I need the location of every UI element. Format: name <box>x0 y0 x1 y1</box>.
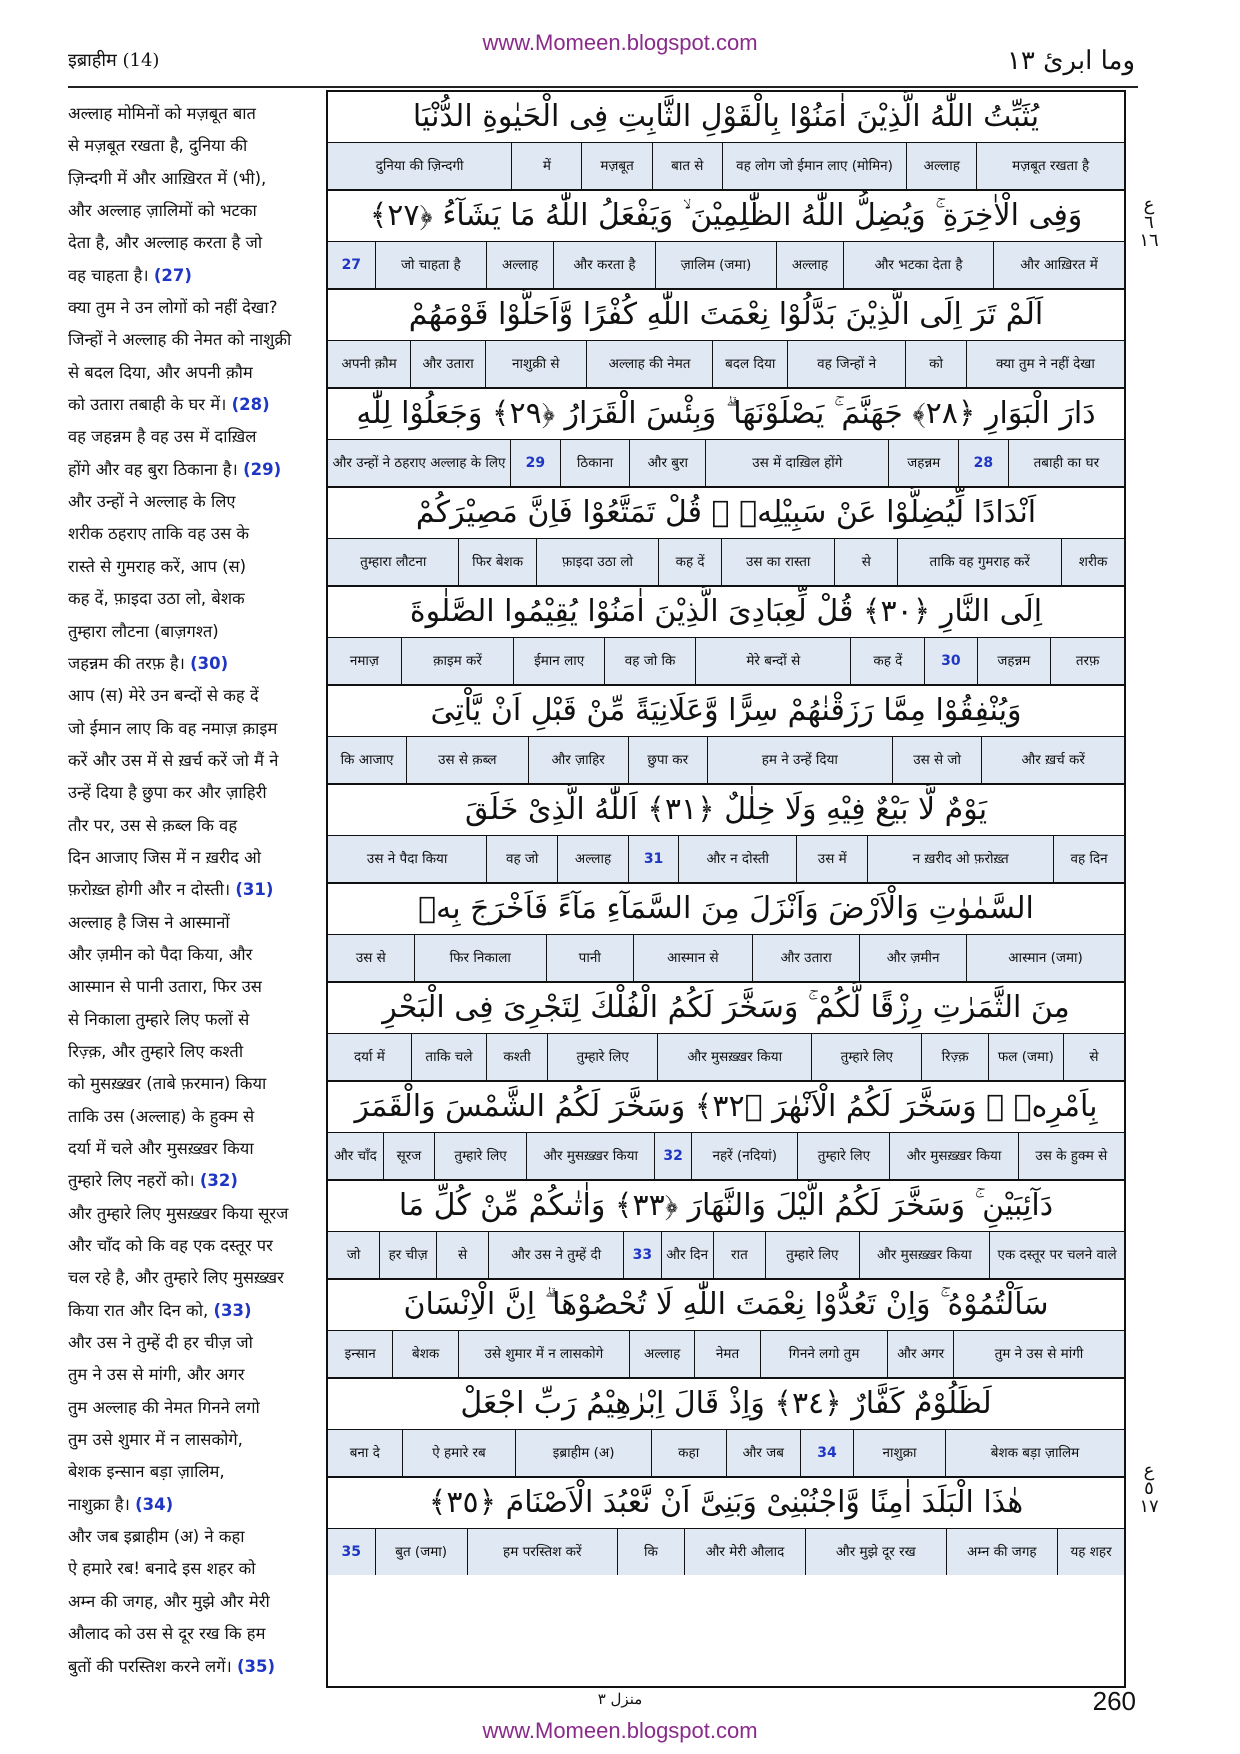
ruku-marker-text: ٥ <box>1144 1478 1154 1499</box>
translation-line: से निकाला तुम्हारे लिए फलों से <box>68 1009 250 1029</box>
page-number: 260 <box>1092 1686 1136 1716</box>
arabic-verse-line: لَظَلُوْمٌ كَفَّارٌ ﴿٣٤﴾ وَاِذْ قَالَ اِبْرٰهِيْمُ رَبِّ اجْعَلْ <box>328 1379 1124 1430</box>
word-meaning-cell: और ज़मीन <box>859 935 966 981</box>
word-meaning-cell: उस में दाख़िल होंगे <box>705 440 888 486</box>
word-meaning-cell: रात <box>713 1232 765 1278</box>
header-rule <box>68 86 1138 88</box>
word-meaning-cell: वह जिन्हों ने <box>787 341 905 387</box>
verse-block <box>328 387 1124 486</box>
word-meaning-cell: इन्सान <box>344 1345 376 1362</box>
translation-line: से बदल दिया, और अपनी क़ौम <box>68 362 253 382</box>
arabic-verse-line: يَوْمٌ لَّا بَيْعٌ فِيْهِ وَلَا خِلٰلٌ ﴿٣١﴾ اَللّٰهُ الَّذِىْ خَلَقَ <box>328 785 1124 836</box>
word-meaning-cell: तबाही का घर <box>1008 440 1124 486</box>
word-meaning-cell: मेरे बन्दों से <box>695 638 850 684</box>
verse-block <box>328 585 1124 684</box>
word-meaning-cell: हम परस्तिश करें <box>467 1529 617 1575</box>
word-meaning-cell: ऐ हमारे रब <box>402 1430 516 1476</box>
word-meaning-cell: फ़ाइदा उठा लो <box>536 539 658 585</box>
word-meaning-cell: बना दे <box>349 1444 380 1461</box>
word-meaning-row <box>328 440 1124 486</box>
translation-line: चल रहे है, और तुम्हारे लिए मुसख़्ख़र <box>68 1268 284 1288</box>
verse-number: (28) <box>231 395 270 415</box>
manzil-label: منزل ٣ <box>597 1690 643 1708</box>
word-meaning-cell: और मुझे दूर रख <box>805 1529 946 1575</box>
word-meaning-cell: कश्ती <box>486 1034 547 1080</box>
word-meaning-cell: जो <box>346 1246 361 1263</box>
word-meaning-cell: अम्न की जगह <box>946 1529 1057 1575</box>
word-meaning-row <box>328 539 1124 585</box>
translation-line: अम्न की जगह, और मुझे और मेरी <box>68 1591 270 1611</box>
word-meaning-cell: हम ने उन्हें दिया <box>707 737 892 783</box>
word-meaning-cell: बात से <box>652 143 722 189</box>
translation-line: अल्लाह मोमिनों को मज़बूत बात <box>68 104 256 123</box>
word-meaning-cell: नमाज़ <box>349 652 379 669</box>
word-meaning-cell: अल्लाह <box>906 143 976 189</box>
word-meaning-cell: वह दिन <box>1053 836 1124 882</box>
translation-line: ज़िन्दगी में और आख़िरत में (भी), <box>68 168 267 188</box>
verse-block <box>328 486 1124 585</box>
translation-line: क्या तुम ने उन लोगों को नहीं देखा? <box>68 298 278 318</box>
arabic-verse-line: بِاَمْرِهٖ ۚ وَسَخَّرَ لَكُمُ الْاَنْهٰرَ ﴿٣٢﴾ وَسَخَّرَ لَكُمُ الشَّمْسَ وَالْقَمَرَ <box>328 1082 1124 1133</box>
word-meaning-cell: अल्लाह <box>486 242 553 288</box>
translation-line: वह चाहता है। (27) <box>68 265 192 285</box>
word-meaning-cell: में <box>511 143 581 189</box>
ruku-marker-text: ٦ <box>1144 212 1154 233</box>
arabic-verse-line: اِلَى النَّارِ ﴿٣٠﴾ قُلْ لِّعِبَادِىَ الَّذِيْنَ اٰمَنُوْا يُقِيْمُوا الصَّلٰوةَ <box>328 587 1124 638</box>
word-meaning-row <box>328 1430 1124 1476</box>
translation-line: दर्या में चले और मुसख़्ख़र किया <box>68 1139 254 1158</box>
arabic-verse-line: السَّمٰوٰتِ وَالْاَرْضَ وَاَنْزَلَ مِنَ السَّمَآءِ مَآءً فَاَخْرَجَ بِهٖ <box>328 884 1124 935</box>
word-meaning-cell: और चाँद <box>333 1147 377 1164</box>
arabic-verse-line: سَاَلْتُمُوْهُ ۚ وَاِنْ تَعُدُّوْا نِعْمَتَ اللّٰهِ لَا تُحْصُوْهَا ۗ اِنَّ الْاِنْسَانَ <box>328 1280 1124 1331</box>
word-meaning-cell: तुम्हारे लिए <box>811 1034 921 1080</box>
word-meaning-cell: तुम्हारे लिए <box>547 1034 657 1080</box>
translation-column <box>68 98 318 1686</box>
word-meaning-cell: छुपा कर <box>628 737 707 783</box>
word-meaning-cell: उस से जो <box>892 737 982 783</box>
verse-number-cell: 27 <box>341 256 362 273</box>
translation-line: रिज़्क़, और तुम्हारे लिए कश्ती <box>68 1041 244 1061</box>
site-url-top[interactable]: www.Momeen.blogspot.com <box>482 30 758 55</box>
word-meaning-cell: से <box>1063 1034 1124 1080</box>
word-meaning-cell: कहा <box>651 1430 726 1476</box>
word-meaning-cell: दुनिया की ज़िन्दगी <box>375 157 464 174</box>
verse-number: (32) <box>199 1171 238 1191</box>
word-meaning-cell: नहरें (नदियां) <box>691 1133 797 1179</box>
arabic-verse-line: هٰذَا الْبَلَدَ اٰمِنًا وَّاجْنُبْنِىْ وَبَنِىَّ اَنْ نَّعْبُدَ الْاَصْنَامَ ﴿٣٥﴾ <box>328 1478 1124 1529</box>
word-meaning-row <box>328 935 1124 981</box>
verse-number-cell: 35 <box>341 1543 362 1560</box>
word-meaning-cell: ईमान लाए <box>513 638 604 684</box>
translation-line: ताकि उस (अल्लाह) के हुक्म से <box>68 1106 255 1126</box>
translation-line: फ़रोख़्त होगी और न दोस्ती। (31) <box>68 880 274 900</box>
verse-number-cell: 28 <box>958 440 1008 486</box>
word-meaning-cell: से <box>436 1232 488 1278</box>
word-meaning-cell: बुत (जमा) <box>375 1529 467 1575</box>
word-meaning-row <box>328 1529 1124 1575</box>
translation-line: बुतों की परस्तिश करने लगें। (35) <box>68 1656 276 1676</box>
verse-block <box>328 1476 1124 1575</box>
word-meaning-cell: दर्या में <box>354 1048 385 1065</box>
word-meaning-cell: जहन्नम <box>888 440 958 486</box>
translation-line: जिन्हों ने अल्लाह की नेमत को नाशुक्री <box>68 330 292 350</box>
translation-line: ऐ हमारे रब! बनादे इस शहर को <box>68 1559 256 1579</box>
word-meaning-cell: उस ने पैदा किया <box>366 850 448 867</box>
verse-number-cell: 34 <box>800 1430 853 1476</box>
arabic-verse-line: اَنْدَادًا لِّيُضِلُّوْا عَنْ سَبِيْلِهٖ ۗ قُلْ تَمَتَّعُوْا فَاِنَّ مَصِيْرَكُمْ <box>328 488 1124 539</box>
verse-number-cell: 29 <box>510 440 560 486</box>
verse-number-cell: 33 <box>623 1232 660 1278</box>
word-meaning-cell: और मेरी औलाद <box>684 1529 805 1575</box>
verse-grid <box>326 90 1126 1688</box>
translation-line: और उन्हों ने अल्लाह के लिए <box>68 492 236 512</box>
translation-line: दिन आजाए जिस में न ख़रीद ओ <box>68 847 262 867</box>
word-meaning-cell: उस का रास्ता <box>721 539 834 585</box>
word-meaning-cell: वह जो <box>486 836 557 882</box>
word-meaning-cell: और भटका देता है <box>843 242 993 288</box>
word-meaning-cell: कि <box>617 1529 684 1575</box>
word-meaning-row <box>328 638 1124 684</box>
word-meaning-cell: और उतारा <box>410 341 485 387</box>
word-meaning-cell: कह दें <box>658 539 721 585</box>
word-meaning-row <box>328 737 1124 783</box>
translation-line: होंगे और वह बुरा ठिकाना है। (29) <box>68 459 282 479</box>
verse-block <box>328 90 1124 189</box>
arabic-verse-line: وَفِى الْاٰخِرَةِ ۚ وَيُضِلُّ اللّٰهُ الظّٰلِمِيْنَ ۙ وَيَفْعَلُ اللّٰهُ مَا يَشَآءُ ﴿٢٧﴾ <box>328 191 1124 242</box>
translation-line: से मज़बूत रखता है, दुनिया की <box>68 136 248 156</box>
word-meaning-row <box>328 1034 1124 1080</box>
translation-line: तौर पर, उस से क़ब्ल कि वह <box>68 815 238 835</box>
word-meaning-cell: ताकि चले <box>411 1034 486 1080</box>
word-meaning-cell: शरीक <box>1061 539 1124 585</box>
translation-line: औलाद को उस से दूर रख कि हम <box>68 1624 266 1644</box>
word-meaning-cell: और दिन <box>661 1232 713 1278</box>
translation-line: वह जहन्नम है वह उस में दाख़िल <box>68 427 257 447</box>
word-meaning-cell: कह दें <box>850 638 924 684</box>
word-meaning-cell: ताकि वह गुमराह करें <box>897 539 1061 585</box>
word-meaning-cell: अल्लाह <box>776 242 843 288</box>
word-meaning-cell: और अगर <box>887 1331 952 1377</box>
translation-line: देता है, और अल्लाह करता है जो <box>68 233 263 253</box>
verse-block <box>328 981 1124 1080</box>
word-meaning-cell: से <box>834 539 897 585</box>
verse-number-cell: 31 <box>628 836 678 882</box>
word-meaning-cell: एक दस्तूर पर चलने वाले <box>989 1232 1124 1278</box>
word-meaning-cell: बदल दिया <box>712 341 787 387</box>
juz-name: وما ابرئ ١٣ <box>1006 46 1135 76</box>
word-meaning-cell: फिर निकाला <box>414 935 546 981</box>
arabic-verse-line: دَآئِبَيْنِ ۚ وَسَخَّرَ لَكُمُ الَّيْلَ وَالنَّهَارَ ﴿٣٣﴾ وَاٰتٰىكُمْ مِّنْ كُلِّ مَا <box>328 1181 1124 1232</box>
translation-line: आप (स) मेरे उन बन्दों से कह दें <box>68 686 259 706</box>
word-meaning-cell: ज़ालिम (जमा) <box>655 242 776 288</box>
translation-line: रास्ते से गुमराह करें, आप (स) <box>68 556 247 576</box>
arabic-verse-line: دَارَ الْبَوَارِ ﴿٢٨﴾ جَهَنَّمَ ۚ يَصْلَوْنَهَا ۗ وَبِئْسَ الْقَرَارُ ﴿٢٩﴾ وَجَعَلُوْا لِلّٰهِ <box>328 389 1124 440</box>
ruku-marker-text: ١٦ <box>1139 230 1159 251</box>
translation-line: और उस ने तुम्हें दी हर चीज़ जो <box>68 1333 253 1353</box>
verse-number: (27) <box>153 265 192 285</box>
word-meaning-cell: मज़बूत रखता है <box>976 143 1124 189</box>
word-meaning-cell: पानी <box>546 935 633 981</box>
translation-line: को मुसख़्ख़र (ताबे फ़रमान) किया <box>68 1074 267 1094</box>
ruku-marker-text: ع <box>1143 1460 1155 1481</box>
word-meaning-cell: और मुसख़्ख़र किया <box>657 1034 811 1080</box>
translation-line: आस्मान से पानी उतारा, फिर उस <box>68 977 262 997</box>
word-meaning-cell: यह शहर <box>1057 1529 1124 1575</box>
arabic-verse-line: يُثَبِّتُ اللّٰهُ الَّذِيْنَ اٰمَنُوْا بِالْقَوْلِ الثَّابِتِ فِى الْحَيٰوةِ الدُّنْيَا <box>328 92 1124 143</box>
verse-number: (33) <box>213 1300 252 1320</box>
verse-number-cell: 32 <box>654 1133 691 1179</box>
word-meaning-cell: फिर बेशक <box>458 539 535 585</box>
word-meaning-cell: और करता है <box>553 242 655 288</box>
word-meaning-cell: और ख़र्च करें <box>981 737 1124 783</box>
verse-block <box>328 1080 1124 1179</box>
translation-line: करें और उस में से ख़र्च करें जो मैं ने <box>68 750 279 770</box>
translation-line: और जब इब्राहीम (अ) ने कहा <box>68 1527 245 1547</box>
verse-block <box>328 288 1124 387</box>
word-meaning-cell: कि आजाए <box>340 751 394 768</box>
word-meaning-cell: रिज़्क़ <box>921 1034 987 1080</box>
translation-line: कह दें, फ़ाइदा उठा लो, बेशक <box>68 589 245 609</box>
word-meaning-cell: नाशुक्रा <box>853 1430 945 1476</box>
verse-block <box>328 189 1124 288</box>
word-meaning-cell: तुम्हारा लौटना <box>360 553 427 570</box>
ruku-marker <box>1136 196 1162 250</box>
verse-number: (35) <box>237 1656 276 1676</box>
word-meaning-cell: और जब <box>726 1430 801 1476</box>
word-meaning-cell: और मुसख़्ख़र किया <box>526 1133 654 1179</box>
word-meaning-cell: सूरज <box>383 1133 434 1179</box>
word-meaning-cell: उस में <box>796 836 867 882</box>
word-meaning-cell: तुम्हारे लिए <box>434 1133 526 1179</box>
word-meaning-cell: अपनी क़ौम <box>341 355 397 372</box>
word-meaning-cell: बेशक <box>392 1331 457 1377</box>
translation-line: उन्हें दिया है छुपा कर और ज़ाहिरी <box>68 783 267 803</box>
arabic-verse-line: اَلَمْ تَرَ اِلَى الَّذِيْنَ بَدَّلُوْا نِعْمَتَ اللّٰهِ كُفْرًا وَّاَحَلُّوْا قَوْمَهُمْ <box>328 290 1124 341</box>
verse-block <box>328 882 1124 981</box>
verse-number-cell: 30 <box>924 638 976 684</box>
word-meaning-row <box>328 836 1124 882</box>
translation-line: तुम ने उस से मांगी, और अगर <box>68 1365 245 1385</box>
word-meaning-cell: वह जो कि <box>604 638 695 684</box>
word-meaning-cell: और मुसख़्ख़र किया <box>889 1133 1017 1179</box>
verse-number: (30) <box>190 653 229 673</box>
word-meaning-cell: और उतारा <box>752 935 859 981</box>
word-meaning-cell: इब्राहीम (अ) <box>515 1430 651 1476</box>
word-meaning-cell: न ख़रीद ओ फ़रोख़्त <box>867 836 1053 882</box>
word-meaning-cell: और उस ने तुम्हें दी <box>488 1232 623 1278</box>
word-meaning-cell: वह लोग जो ईमान लाए (मोमिन) <box>722 143 906 189</box>
verse-block <box>328 1377 1124 1476</box>
word-meaning-cell: जहन्नम <box>977 638 1051 684</box>
ruku-marker <box>1136 1462 1162 1516</box>
word-meaning-cell: को <box>905 341 966 387</box>
word-meaning-cell: आस्मान (जमा) <box>966 935 1124 981</box>
verse-block <box>328 783 1124 882</box>
word-meaning-cell: उस के हुक्म से <box>1018 1133 1124 1179</box>
word-meaning-cell: क्या तुम ने नहीं देखा <box>966 341 1124 387</box>
translation-line: तुम अल्लाह की नेमत गिनने लगो <box>68 1397 260 1417</box>
translation-line: नाशुक्रा है। (34) <box>68 1494 174 1514</box>
verse-block <box>328 1278 1124 1377</box>
word-meaning-cell: और मुसख़्ख़र किया <box>859 1232 989 1278</box>
translation-line: और चाँद को कि वह एक दस्तूर पर <box>68 1236 273 1256</box>
verse-block <box>328 684 1124 783</box>
word-meaning-cell: क़ाइम करें <box>401 638 513 684</box>
word-meaning-cell: तरफ़ <box>1050 638 1124 684</box>
arabic-verse-line: وَيُنْفِقُوْا مِمَّا رَزَقْنٰهُمْ سِرًّا وَّعَلَانِيَةً مِّنْ قَبْلِ اَنْ يَّاْتِىَ <box>328 686 1124 737</box>
word-meaning-cell: और आख़िरत में <box>993 242 1124 288</box>
word-meaning-cell: अल्लाह की नेमत <box>586 341 713 387</box>
word-meaning-row <box>328 1133 1124 1179</box>
translation-line: अल्लाह है जिस ने आस्मानों <box>68 912 230 932</box>
word-meaning-cell: आस्मान से <box>633 935 753 981</box>
verse-number: (34) <box>135 1494 174 1514</box>
ruku-marker-text: ١٧ <box>1139 1496 1159 1517</box>
verse-number: (29) <box>243 459 282 479</box>
site-url-bottom[interactable]: www.Momeen.blogspot.com <box>482 1718 758 1743</box>
word-meaning-cell: अल्लाह <box>629 1331 694 1377</box>
word-meaning-cell: और न दोस्ती <box>678 836 796 882</box>
translation-line: को उतारा तबाही के घर में। (28) <box>68 395 270 415</box>
translation-line: किया रात और दिन को, (33) <box>68 1300 252 1320</box>
word-meaning-cell: और ज़ाहिर <box>528 737 628 783</box>
word-meaning-cell: उस से <box>355 949 386 966</box>
word-meaning-row <box>328 242 1124 288</box>
translation-line: बेशक इन्सान बड़ा ज़ालिम, <box>68 1462 225 1482</box>
word-meaning-cell: बेशक बड़ा ज़ालिम <box>945 1430 1124 1476</box>
word-meaning-cell: और उन्हों ने ठहराए अल्लाह के लिए <box>332 454 506 471</box>
word-meaning-cell: नाशुक्री से <box>485 341 586 387</box>
verse-block <box>328 1179 1124 1278</box>
arabic-verse-line: مِنَ الثَّمَرٰتِ رِزْقًا لَّكُمْ ۚ وَسَخَّرَ لَكُمُ الْفُلْكَ لِتَجْرِىَ فِى الْبَحْرِ <box>328 983 1124 1034</box>
word-meaning-cell: तुम्हारे लिए <box>765 1232 859 1278</box>
word-meaning-cell: फल (जमा) <box>988 1034 1063 1080</box>
word-meaning-cell: नेमत <box>694 1331 759 1377</box>
word-meaning-cell: हर चीज़ <box>379 1232 436 1278</box>
translation-line: और ज़मीन को पैदा किया, और <box>68 944 253 964</box>
word-meaning-row <box>328 341 1124 387</box>
translation-line: तुम्हारे लिए नहरों को। (32) <box>68 1171 238 1191</box>
word-meaning-row <box>328 1232 1124 1278</box>
translation-line: शरीक ठहराए ताकि वह उस के <box>68 524 250 544</box>
word-meaning-row <box>328 1331 1124 1377</box>
ruku-marker-text: ع <box>1143 194 1155 215</box>
translation-line: जो ईमान लाए कि वह नमाज़ क़ाइम <box>68 718 278 738</box>
word-meaning-cell: उस से क़ब्ल <box>406 737 527 783</box>
translation-line: और अल्लाह ज़ालिमों को भटका <box>68 201 257 221</box>
word-meaning-cell: गिनने लगो तुम <box>760 1331 888 1377</box>
word-meaning-cell: उसे शुमार में न लासकोगे <box>458 1331 629 1377</box>
surah-name: इब्राहीम (14) <box>68 50 160 71</box>
verse-number: (31) <box>235 880 274 900</box>
translation-line: जहन्नम की तरफ़ है। (30) <box>68 653 229 673</box>
word-meaning-cell: तुम ने उस से मांगी <box>953 1331 1124 1377</box>
word-meaning-cell: जो चाहता है <box>375 242 486 288</box>
translation-line: तुम्हारा लौटना (बाज़गश्त) <box>68 621 219 641</box>
word-meaning-row <box>328 143 1124 189</box>
word-meaning-cell: और बुरा <box>629 440 705 486</box>
word-meaning-cell: ठिकाना <box>560 440 630 486</box>
translation-line: और तुम्हारे लिए मुसख़्ख़र किया सूरज <box>68 1203 289 1223</box>
word-meaning-cell: तुम्हारे लिए <box>797 1133 889 1179</box>
word-meaning-cell: मज़बूत <box>581 143 651 189</box>
translation-line: तुम उसे शुमार में न लासकोगे, <box>68 1430 243 1450</box>
word-meaning-cell: अल्लाह <box>557 836 628 882</box>
